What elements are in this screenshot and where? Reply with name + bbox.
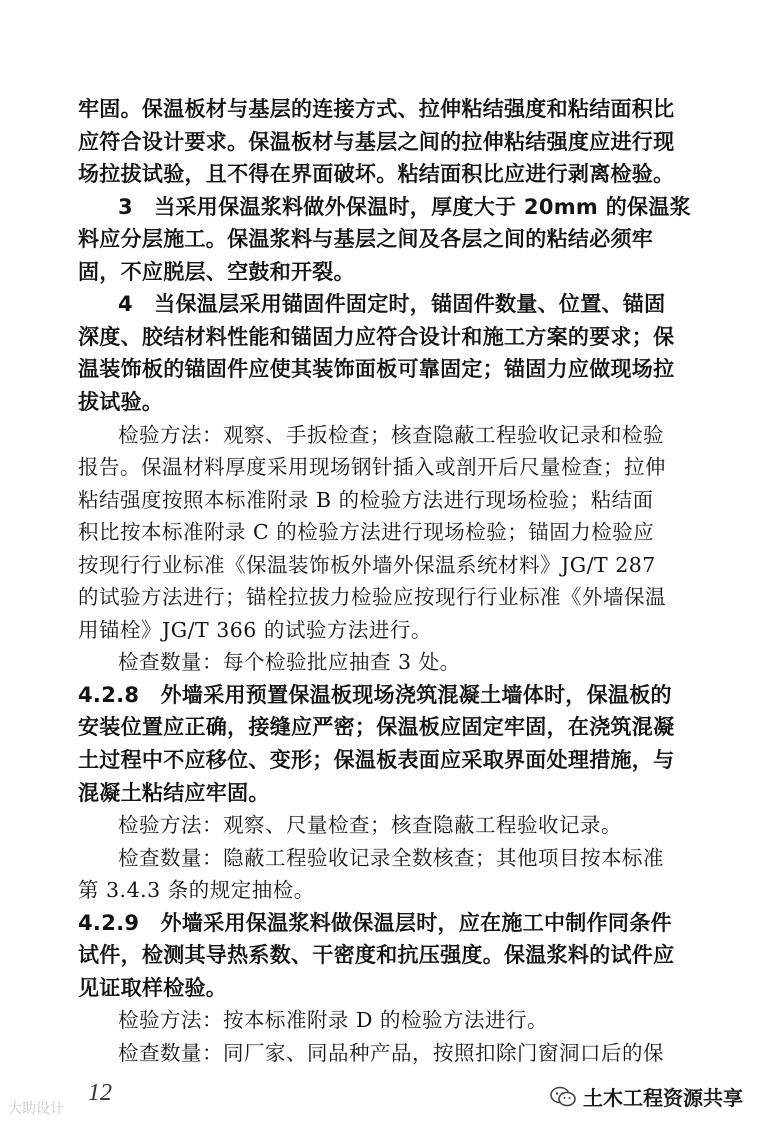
text-line: 深度、胶结材料性能和锚固力应符合设计和施工方案的要求；保 [78, 324, 675, 349]
text-line: 温装饰板的锚固件应使其装饰面板可靠固定；锚固力应做现场拉 [78, 357, 675, 382]
page-number: 12 [88, 1080, 112, 1106]
text-line: 检验方法：观察、尺量检查；核查隐蔽工程验收记录。 [118, 813, 622, 838]
text-line: 混凝土粘结应牢固。 [78, 780, 270, 805]
text-line: 按现行行业标准《保温装饰板外墙外保温系统材料》JG/T 287 [78, 552, 656, 577]
text-line: 检验方法：按本标准附录 D 的检验方法进行。 [118, 1008, 548, 1033]
text-line: 应符合设计要求。保温板材与基层之间的拉伸粘结强度应进行现 [78, 129, 675, 154]
text-line: 粘结强度按照本标准附录 B 的检验方法进行现场检验；粘结面 [78, 487, 654, 512]
text-line: 检查数量：隐蔽工程验收记录全数核查；其他项目按本标准 [118, 845, 664, 870]
watermark-left: 大助设计 [8, 1101, 64, 1117]
text-line: 3 当采用保温浆料做外保温时，厚度大于 20mm 的保温浆 [118, 194, 691, 219]
text-line: 场拉拔试验，且不得在界面破坏。粘结面积比应进行剥离检验。 [78, 162, 675, 187]
text-line: 见证取样检验。 [78, 975, 228, 1000]
text-line: 土过程中不应移位、变形；保温板表面应采取界面处理措施，与 [78, 748, 675, 772]
watermark-right [549, 1082, 743, 1111]
text-line: 4.2.8 外墙采用预置保温板现场浇筑混凝土墙体时，保温板的 [78, 682, 672, 707]
text-line: 安装位置应正确，接缝应严密；保温板应固定牢固，在浇筑混凝 [78, 715, 675, 740]
text-line: 4 当保温层采用锚固件固定时，锚固件数量、位置、锚固 [118, 292, 666, 317]
text-line: 检查数量：同厂家、同品种产品，按照扣除门窗洞口后的保 [118, 1040, 664, 1065]
wechat-icon [549, 1085, 577, 1109]
text-line: 固，不应脱层、空鼓和开裂。 [78, 259, 355, 284]
text-line: 报告。保温材料厚度采用现场钢针插入或剖开后尺量检查；拉伸 [78, 455, 666, 480]
text-line: 试件，检测其导热系数、干密度和抗压强度。保温浆料的试件应 [78, 943, 675, 968]
text-line: 的试验方法进行；锚栓拉拔力检验应按现行行业标准《外墙保温 [78, 585, 666, 610]
text-line: 积比按本标准附录 C 的检验方法进行现场检验；锚固力检验应 [78, 520, 655, 545]
text-line: 第 3.4.3 条的规定抽检。 [78, 878, 315, 903]
text-line: 检验方法：观察、手扳检查；核查隐蔽工程验收记录和检验 [118, 422, 664, 447]
text-line: 检查数量：每个检验批应抽查 3 处。 [118, 650, 461, 675]
text-line: 料应分层施工。保温浆料与基层之间及各层之间的粘结必须牢 [78, 227, 654, 252]
text-line: 牢固。保温板材与基层的连接方式、拉伸粘结强度和粘结面积比 [78, 97, 675, 121]
text-line: 拔试验。 [78, 389, 164, 414]
text-line: 用锚栓》JG/T 366 的试验方法进行。 [78, 617, 432, 642]
text-line: 4.2.9 外墙采用保温浆料做保温层时，应在施工中制作同条件 [78, 910, 672, 935]
watermark-right-text: 土木工程资源共享 [583, 1086, 743, 1110]
